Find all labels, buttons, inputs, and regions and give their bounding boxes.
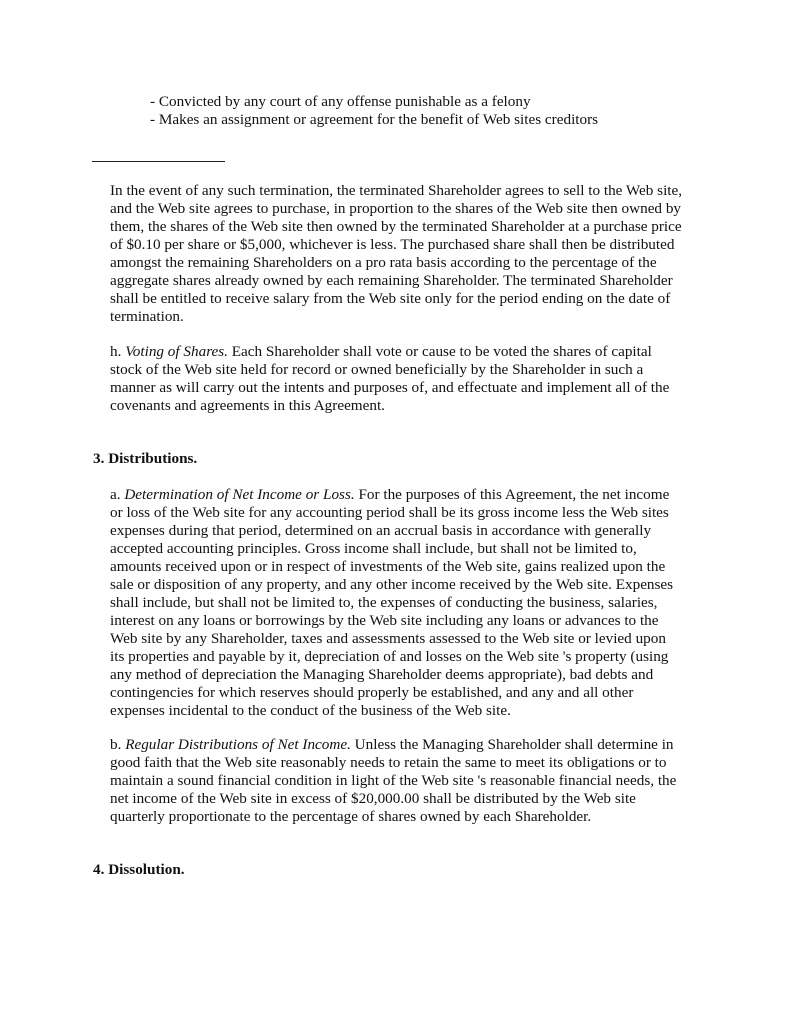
voting-of-shares-paragraph <box>110 343 710 415</box>
paragraph-line: and the Web site agrees to purchase, in proportion to the shares of the Web site then owned by <box>110 200 682 217</box>
footnote-divider <box>92 161 225 162</box>
bullet-item: - Convicted by any court of any offense punishable as a felony <box>150 93 531 110</box>
clause-marker: h. <box>110 343 122 360</box>
paragraph-line: In the event of any such termination, the terminated Shareholder agrees to sell to the Web site, <box>110 182 683 199</box>
paragraph-line: any method of depreciation the Managing Shareholder deems appropriate), bad debts and <box>110 666 654 683</box>
paragraph-line: amongst the remaining Shareholders on a pro rata basis according to the percentage of the <box>110 254 657 271</box>
paragraph-line: termination. <box>110 308 184 325</box>
paragraph-line: manner as will carry out the intents and purposes of, and effectuate and implement all of the <box>110 379 670 396</box>
paragraph-line: covenants and agreements in this Agreement. <box>110 397 385 414</box>
paragraph-line: sale or disposition of any property, and any other income received by the Web site. Expenses <box>110 576 674 593</box>
section-heading-dissolution: 4. Dissolution. <box>93 861 185 878</box>
paragraph-line: Each Shareholder shall vote or cause to be voted the shares of capital <box>231 343 652 360</box>
termination-paragraph <box>110 182 710 326</box>
paragraph-line: Web site by any Shareholder, taxes and assessments assessed to the Web site or levied upon <box>110 630 666 647</box>
paragraph-line: expenses incidental to the conduct of the business of the Web site. <box>110 702 511 719</box>
paragraph-line: maintain a sound financial condition in light of the Web site 's reasonable financial needs, the <box>110 772 677 789</box>
clause-title: Voting of Shares. <box>125 343 228 360</box>
paragraph-line: interest on any loans or borrowings by the Web site including any loans or advances to the <box>110 612 659 629</box>
paragraph-line: aggregate shares already owned by each remaining Shareholder. The terminated Shareholder <box>110 272 673 289</box>
paragraph-line: expenses during that period, determined on an accrual basis in accordance with generally <box>110 522 652 539</box>
paragraph-line: good faith that the Web site reasonably needs to retain the same to meet its obligations or to <box>110 754 667 771</box>
paragraph-line: or loss of the Web site for any accounting period shall be its gross income less the Web sites <box>110 504 669 521</box>
regular-distributions-paragraph <box>110 736 710 826</box>
paragraph-line: quarterly proportionate to the percentage of shares owned by each Shareholder. <box>110 808 592 825</box>
paragraph-line: its properties and payable by it, depreciation of and losses on the Web site 's property (using <box>110 648 669 665</box>
paragraph-line: them, the shares of the Web site then owned by the terminated Shareholder at a purchase price <box>110 218 682 235</box>
section-heading-distributions: 3. Distributions. <box>93 450 198 467</box>
bullet-item: - Makes an assignment or agreement for the benefit of Web sites creditors <box>150 111 599 128</box>
clause-title: Regular Distributions of Net Income. <box>125 736 351 753</box>
paragraph-line: For the purposes of this Agreement, the net income <box>358 486 670 503</box>
paragraph-line: shall include, but shall not be limited to, the expenses of conducting the business, salaries, <box>110 594 658 611</box>
paragraph-line: Unless the Managing Shareholder shall determine in <box>354 736 674 753</box>
clause-marker: b. <box>110 736 122 753</box>
bullet-list <box>150 93 598 129</box>
clause-marker: a. <box>110 486 121 503</box>
paragraph-line: accepted accounting principles. Gross income shall include, but shall not be limited to, <box>110 540 637 557</box>
paragraph-line: contingencies for which reserves should properly be established, and any and all other <box>110 684 634 701</box>
paragraph-line: shall be entitled to receive salary from the Web site only for the period ending on the date of <box>110 290 671 307</box>
net-income-paragraph <box>110 486 710 720</box>
paragraph-line: amounts received upon or in respect of investments of the Web site, gains realized upon the <box>110 558 666 575</box>
clause-title: Determination of Net Income or Loss. <box>124 486 355 503</box>
paragraph-line: net income of the Web site in excess of $20,000.00 shall be distributed by the Web site <box>110 790 636 807</box>
paragraph-line: stock of the Web site held for record or owned beneficially by the Shareholder in such a <box>110 361 644 378</box>
paragraph-line: of $0.10 per share or $5,000, whichever is less. The purchased share shall then be distributed <box>110 236 675 253</box>
